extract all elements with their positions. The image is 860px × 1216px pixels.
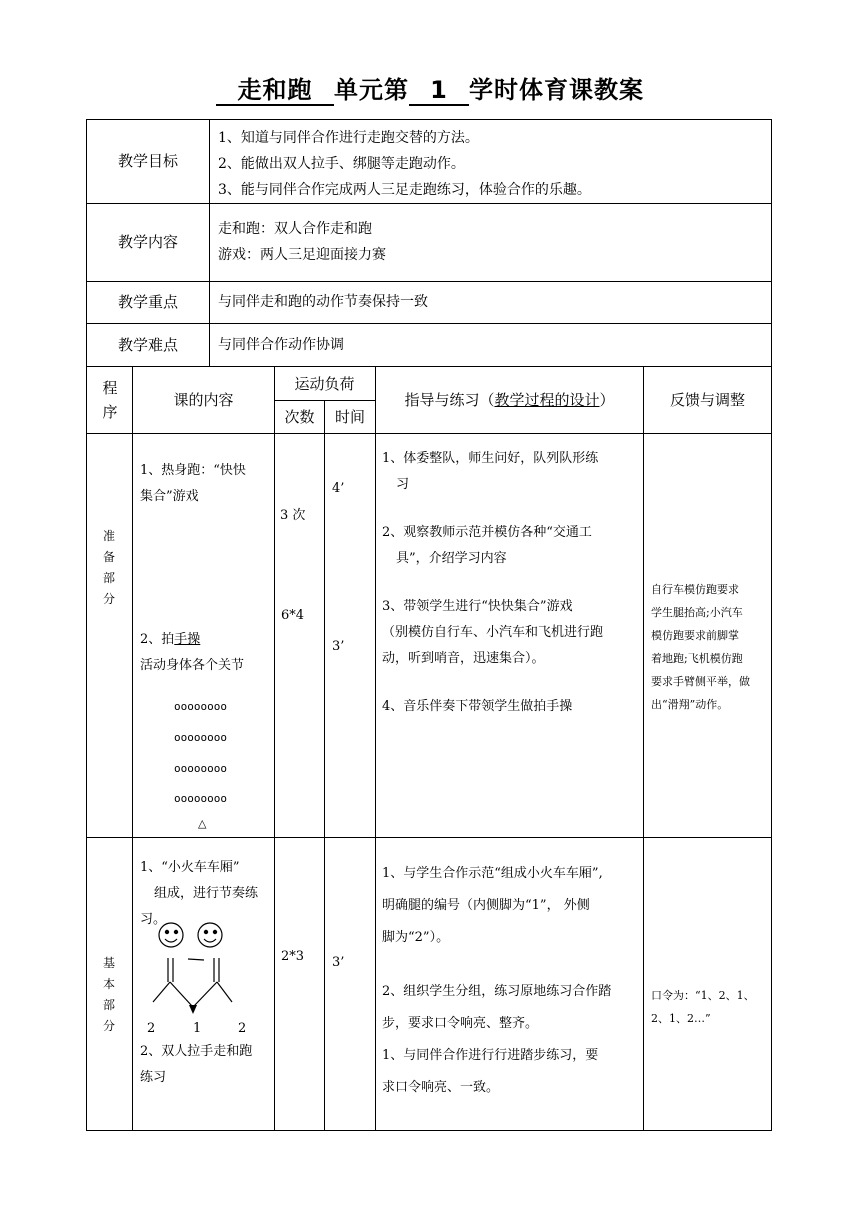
prep-label: 准备部分 (102, 529, 115, 606)
prep-feedback-line: 出“滑翔”动作。 (651, 698, 729, 711)
header-guide (376, 387, 643, 413)
goal-list (218, 125, 768, 203)
basic-guide-line: 2、组织学生分组，练习原地练习合作踏 (382, 984, 612, 999)
prep-time1: 4’ (332, 481, 345, 496)
title-unit-blank: 走和跑 (216, 76, 334, 106)
prep-item2 (140, 627, 272, 679)
row-divider (86, 281, 772, 282)
header-guide-prefix: 指导与练习（ (404, 391, 495, 409)
basic-guide-line: 脚为“2”）。 (382, 930, 450, 945)
basic-guide-line: 步，要求口令响亮、整齐。 (382, 1016, 539, 1031)
basic-item1-line: 习。 (140, 912, 167, 927)
header-guide-underlined: 教学过程的设计 (494, 391, 600, 409)
header-feedback: 反馈与调整 (669, 391, 745, 409)
smiley-face-icon (198, 923, 222, 947)
prep-guide-line: （别模仿自行车、小汽车和飞机进行跑 (382, 625, 604, 640)
goal-item: 1、知道与同伴合作进行走跑交替的方法。 (218, 130, 479, 146)
difficulty-label: 教学难点 (117, 336, 178, 354)
basic-count: 2*3 (281, 949, 305, 964)
prep-feedback-line: 学生腿抬高;小汽车 (651, 606, 743, 619)
prep-guide-line: 具”，介绍学习内容 (396, 551, 507, 566)
basic-item2-line: 2、双人拉手走和跑 (140, 1044, 253, 1059)
basic-feedback-line: 口令为：“1、2、1、 (651, 989, 755, 1002)
prep-guide-line: 1、体委整队，师生问好，队列队形练 (382, 451, 599, 466)
row-divider (86, 203, 772, 204)
row-divider (86, 323, 772, 324)
prep-feedback-line: 着地跑;飞机模仿跑 (651, 652, 743, 665)
prep-feedback-line: 模仿跑要求前脚掌 (651, 629, 739, 642)
basic-feedback-line: 2、1、2…” (651, 1012, 711, 1025)
header-procedure: 程序 (102, 379, 118, 421)
prep-feedback-line: 要求手臂侧平举，做 (651, 675, 750, 688)
basic-guide (382, 858, 642, 1104)
column-divider (274, 366, 275, 1131)
content-list (218, 216, 768, 268)
prep-guide-line: 4、音乐伴奏下带领学生做拍手操 (382, 699, 573, 714)
goal-item: 2、能做出双人拉手、绑腿等走跑动作。 (218, 156, 465, 172)
prep-count2: 6*4 (281, 608, 305, 623)
prep-item2-line2: 活动身体各个关节 (140, 658, 245, 673)
basic-guide-line: 1、与学生合作示范“组成小火车车厢”, (382, 866, 603, 881)
prep-item1-line: 集合”游戏 (140, 489, 199, 504)
prep-guide-line: 动，听到哨音，迅速集合）。 (382, 651, 545, 666)
basic-item1-line: 1、“小火车车厢” (140, 860, 240, 875)
foot-number: 2 (238, 1021, 247, 1036)
header-times: 次数 (284, 408, 315, 426)
content-item: 游戏：两人三足迎面接力赛 (218, 247, 386, 263)
content-item: 走和跑：双人合作走和跑 (218, 221, 372, 237)
basic-feedback (651, 984, 771, 1030)
prep-item1-line: 1、热身跑：“快快 (140, 463, 246, 478)
header-time: 时间 (334, 408, 365, 426)
basic-item2-line: 练习 (140, 1070, 167, 1085)
table-border-bottom (86, 1130, 772, 1131)
difficulty-text: 与同伴合作动作协调 (218, 337, 344, 353)
prep-item2-underlined: 手操 (174, 632, 201, 647)
basic-item1-line: 组成，进行节奏练 (154, 886, 259, 901)
basic-guide-line: 1、与同伴合作进行行进踏步练习，要 (382, 1048, 599, 1063)
prep-item2-prefix: 2、拍 (140, 632, 175, 647)
title-mid: 单元第 (334, 76, 409, 104)
label-column-divider (209, 119, 210, 366)
goal-label: 教学目标 (117, 152, 178, 170)
table-border-top (86, 119, 772, 120)
page-title (0, 76, 860, 106)
prep-feedback (651, 578, 771, 716)
formation-row: oooooooo (174, 731, 227, 744)
prep-guide-line: 2、观察教师示范并模仿各种“交通工 (382, 525, 592, 540)
goal-item: 3、能与同伴合作完成两人三足走跑练习，体验合作的乐趣。 (218, 182, 591, 198)
foot-number: 2 (147, 1021, 156, 1036)
key-label: 教学重点 (117, 293, 178, 311)
prep-guide-line: 3、带领学生进行“快快集合”游戏 (382, 599, 573, 614)
column-divider (643, 366, 644, 1131)
basic-guide-line: 明确腿的编号（内侧脚为“1”， 外侧 (382, 898, 590, 913)
prep-guide (382, 446, 642, 720)
header-content: 课的内容 (173, 391, 234, 409)
formation-row: oooooooo (174, 762, 227, 775)
content-label: 教学内容 (117, 233, 178, 251)
row-divider (86, 433, 772, 434)
prep-count1: 3 次 (280, 508, 306, 523)
prep-time2: 3’ (332, 639, 345, 654)
basic-label: 基本部分 (102, 956, 115, 1033)
title-tail: 学时体育课教案 (469, 76, 644, 104)
column-divider (324, 400, 325, 1131)
basic-item2 (140, 1039, 272, 1091)
table-border-left (86, 119, 87, 1131)
formation-row: oooooooo (174, 700, 227, 713)
prep-feedback-line: 自行车模仿跑要求 (651, 583, 739, 596)
foot-number: 1 (193, 1021, 202, 1036)
partner-figures-drawing (148, 918, 240, 1018)
basic-guide-line: 求口令响亮、一致。 (382, 1080, 500, 1095)
table-border-right (771, 119, 772, 1131)
prep-item2-line1 (140, 627, 272, 653)
title-lesson-blank: 1 (409, 76, 469, 106)
column-divider (375, 366, 376, 1131)
prep-guide-line: 习 (396, 477, 410, 492)
formation-row: oooooooo (174, 792, 227, 805)
header-guide-suffix: ） (599, 391, 615, 409)
row-divider (86, 837, 772, 838)
header-load: 运动负荷 (294, 375, 355, 393)
row-divider (86, 366, 772, 367)
smiley-face-icon (159, 923, 183, 947)
column-divider (132, 366, 133, 1131)
key-text: 与同伴走和跑的动作节奏保持一致 (218, 294, 428, 310)
prep-item1 (140, 458, 272, 510)
teacher-triangle-icon: △ (198, 817, 207, 830)
basic-time: 3’ (332, 955, 345, 970)
